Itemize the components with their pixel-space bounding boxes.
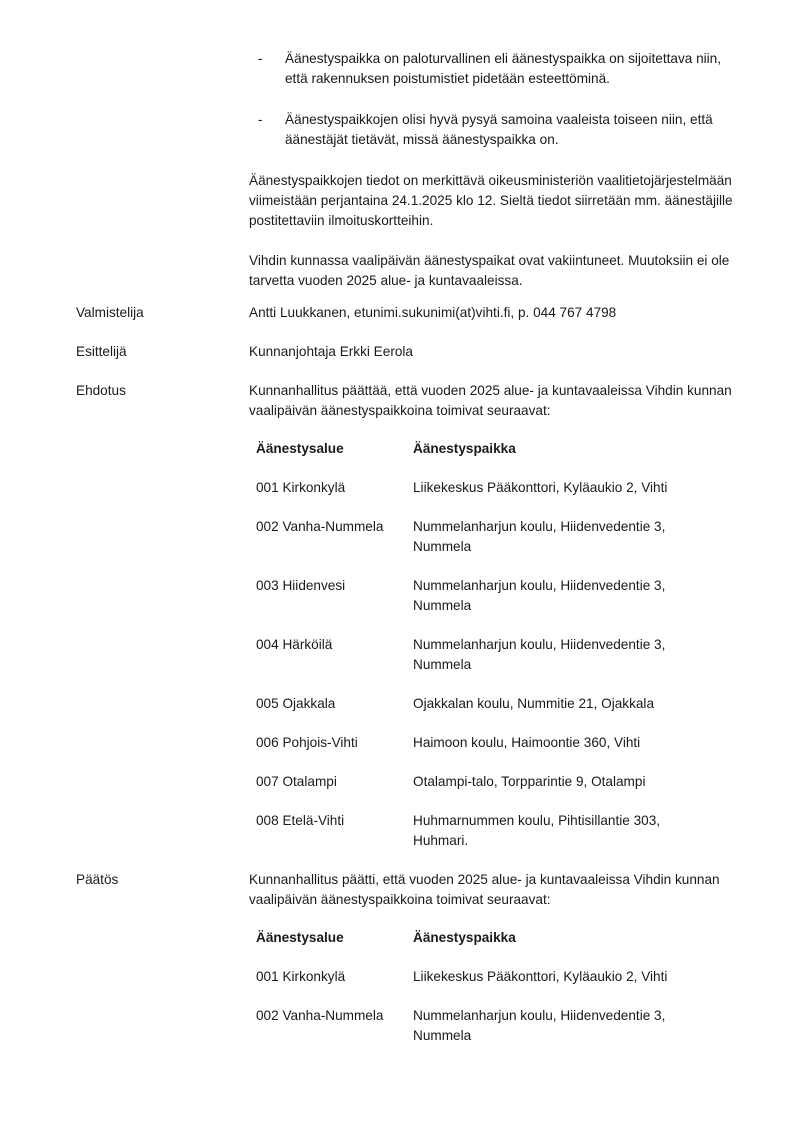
table-row: [256, 772, 703, 792]
area-cell: 003 Hiidenvesi: [256, 578, 346, 593]
column-header-place: Äänestyspaikka: [413, 441, 516, 456]
bullet-text: Äänestyspaikkojen olisi hyvä pysyä samoina vaaleista toiseen niin, että äänestäjät tietävät, missä äänestyspaikka on.: [285, 112, 713, 147]
table-row: [256, 967, 703, 987]
place-cell: Haimoon koulu, Haimoontie 360, Vihti: [413, 735, 641, 750]
area-cell: 001 Kirkonkylä: [256, 969, 346, 984]
place-cell: Nummelanharjun koulu, Hiidenvedentie 3, Nummela: [413, 637, 666, 672]
table-header-row: [256, 928, 703, 948]
ehdotus-intro: Kunnanhallitus päättää, että vuoden 2025 alue- ja kuntavaaleissa Vihdin kunnan vaalipäivän äänestyspaikkoina toimivat seuraavat:: [249, 383, 732, 418]
table-row: [256, 811, 703, 851]
place-cell: Liikekeskus Pääkonttori, Kyläaukio 2, Vihti: [413, 969, 668, 984]
place-cell: Nummelanharjun koulu, Hiidenvedentie 3, Nummela: [413, 1008, 666, 1043]
bullet-dash: -: [258, 51, 263, 66]
esittelija-label: Esittelijä: [76, 344, 127, 359]
place-cell: Otalampi-talo, Torpparintie 9, Otalampi: [413, 774, 646, 789]
column-header-area: Äänestysalue: [256, 930, 344, 945]
paatos-places-table: [256, 928, 703, 1046]
area-cell: 004 Härköilä: [256, 637, 333, 652]
paragraph-deadline: Äänestyspaikkojen tiedot on merkittävä oikeusministeriön vaalitietojärjestelmään viimeistään perjantaina 24.1.2025 klo 12. Sieltä tiedot siirretään mm. äänestäjille postitettaviin ilmoituskortteihin.: [249, 173, 733, 228]
table-row: [256, 517, 703, 557]
ehdotus-places-table: [256, 439, 703, 851]
paatos-label: Päätös: [76, 872, 119, 887]
table-row: [256, 478, 703, 498]
place-cell: Huhmarnummen koulu, Pihtisillantie 303, Huhmari.: [413, 813, 661, 848]
place-cell: Ojakkalan koulu, Nummitie 21, Ojakkala: [413, 696, 655, 711]
bullet-item: [258, 49, 735, 89]
column-header-area: Äänestysalue: [256, 441, 344, 456]
bullet-text: Äänestyspaikka on paloturvallinen eli äänestyspaikka on sijoitettava niin, että rakennuksen poistumistiet pidetään esteettöminä.: [285, 51, 722, 86]
area-cell: 002 Vanha-Nummela: [256, 1008, 384, 1023]
paatos-intro: Kunnanhallitus päätti, että vuoden 2025 alue- ja kuntavaaleissa Vihdin kunnan vaalipäivän äänestyspaikkoina toimivat seuraavat:: [249, 872, 720, 907]
valmistelija-label: Valmistelija: [76, 305, 144, 320]
intro-text-block: [249, 49, 734, 311]
paragraph-vihti-places: Vihdin kunnassa vaalipäivän äänestyspaikat ovat vakiintuneet. Muutoksiin ei ole tarvetta vuoden 2025 alue- ja kuntavaaleissa.: [249, 253, 730, 288]
table-header-row: [256, 439, 703, 459]
table-row: [256, 694, 703, 714]
area-cell: 006 Pohjois-Vihti: [256, 735, 358, 750]
table-row: [256, 635, 703, 675]
area-cell: 002 Vanha-Nummela: [256, 519, 384, 534]
place-cell: Nummelanharjun koulu, Hiidenvedentie 3, Nummela: [413, 578, 666, 613]
bullet-dash: -: [258, 112, 263, 127]
ehdotus-label: Ehdotus: [76, 383, 126, 398]
area-cell: 001 Kirkonkylä: [256, 480, 346, 495]
bullet-item: [258, 110, 735, 150]
table-row: [256, 1006, 703, 1046]
table-row: [256, 576, 703, 616]
place-cell: Liikekeskus Pääkonttori, Kyläaukio 2, Vihti: [413, 480, 668, 495]
area-cell: 008 Etelä-Vihti: [256, 813, 345, 828]
table-row: [256, 733, 703, 753]
area-cell: 007 Otalampi: [256, 774, 337, 789]
esittelija-value: Kunnanjohtaja Erkki Eerola: [249, 344, 413, 359]
valmistelija-value: Antti Luukkanen, etunimi.sukunimi(at)vihti.fi, p. 044 767 4798: [249, 305, 617, 320]
area-cell: 005 Ojakkala: [256, 696, 336, 711]
place-cell: Nummelanharjun koulu, Hiidenvedentie 3, Nummela: [413, 519, 666, 554]
column-header-place: Äänestyspaikka: [413, 930, 516, 945]
